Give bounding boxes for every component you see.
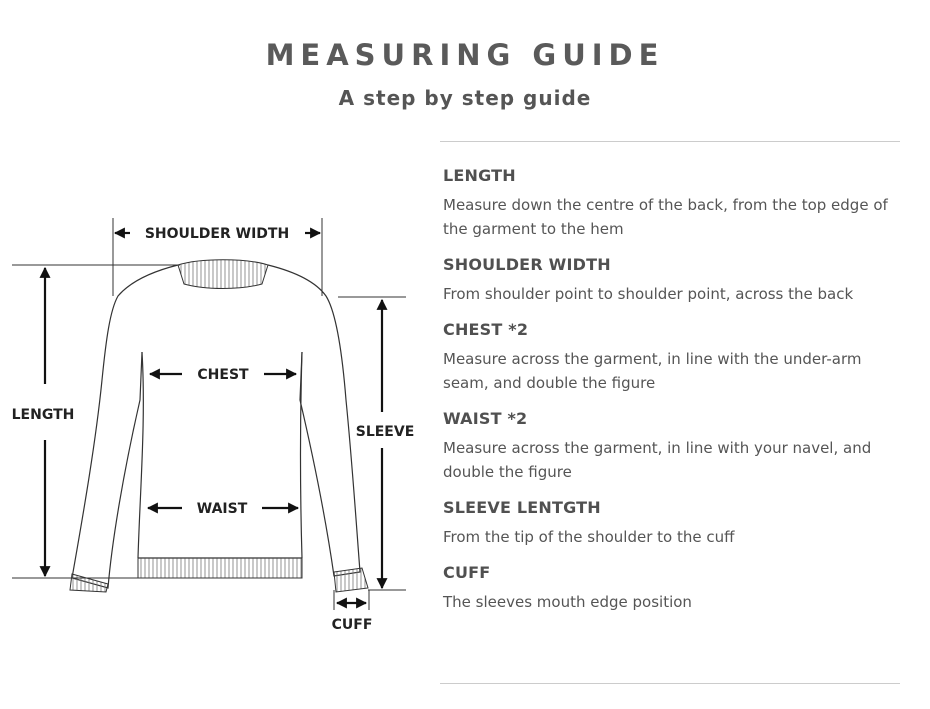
guide-item-chest [443, 320, 900, 395]
guide-text: From the tip of the shoulder to the cuff [443, 528, 735, 546]
collar-rib [178, 260, 268, 289]
waist-label: WAIST [196, 501, 248, 517]
guide-heading: LENGTH [443, 166, 516, 185]
guide-item-cuff [443, 563, 900, 614]
guide-heading: SHOULDER WIDTH [443, 255, 611, 274]
hem-rib [138, 558, 302, 578]
top-divider [440, 141, 900, 142]
sleeve-label: SLEEVE [355, 424, 415, 440]
guide-heading: WAIST *2 [443, 409, 528, 428]
right-cuff-rib [334, 568, 368, 592]
guide-heading: SLEEVE LENTGTH [443, 498, 601, 517]
bottom-divider [440, 683, 900, 684]
guide-item-sleeve-length [443, 498, 900, 549]
left-cuff-rib [70, 574, 108, 592]
measurement-guide [443, 166, 900, 628]
cuff-label: CUFF [331, 617, 373, 633]
guide-text: Measure across the garment, in line with your navel, and double the figure [443, 439, 872, 481]
guide-item-length [443, 166, 900, 241]
guide-text: From shoulder point to shoulder point, across the back [443, 285, 854, 303]
page-subtitle: A step by step guide [338, 86, 592, 110]
chest-label: CHEST [197, 367, 249, 383]
sweater-outline [72, 265, 360, 588]
sweater-diagram [0, 200, 430, 640]
guide-item-waist [443, 409, 900, 484]
guide-text: Measure across the garment, in line with the under-arm seam, and double the figure [443, 350, 862, 392]
shoulder-width-label: SHOULDER WIDTH [144, 226, 290, 242]
guide-heading: CUFF [443, 563, 491, 582]
guide-text: Measure down the centre of the back, from the top edge of the garment to the hem [443, 196, 888, 238]
guide-heading: CHEST *2 [443, 320, 529, 339]
page-title: MEASURING GUIDE [265, 38, 665, 72]
length-label: LENGTH [11, 407, 75, 423]
guide-text: The sleeves mouth edge position [443, 593, 692, 611]
guide-item-shoulder-width [443, 255, 900, 306]
